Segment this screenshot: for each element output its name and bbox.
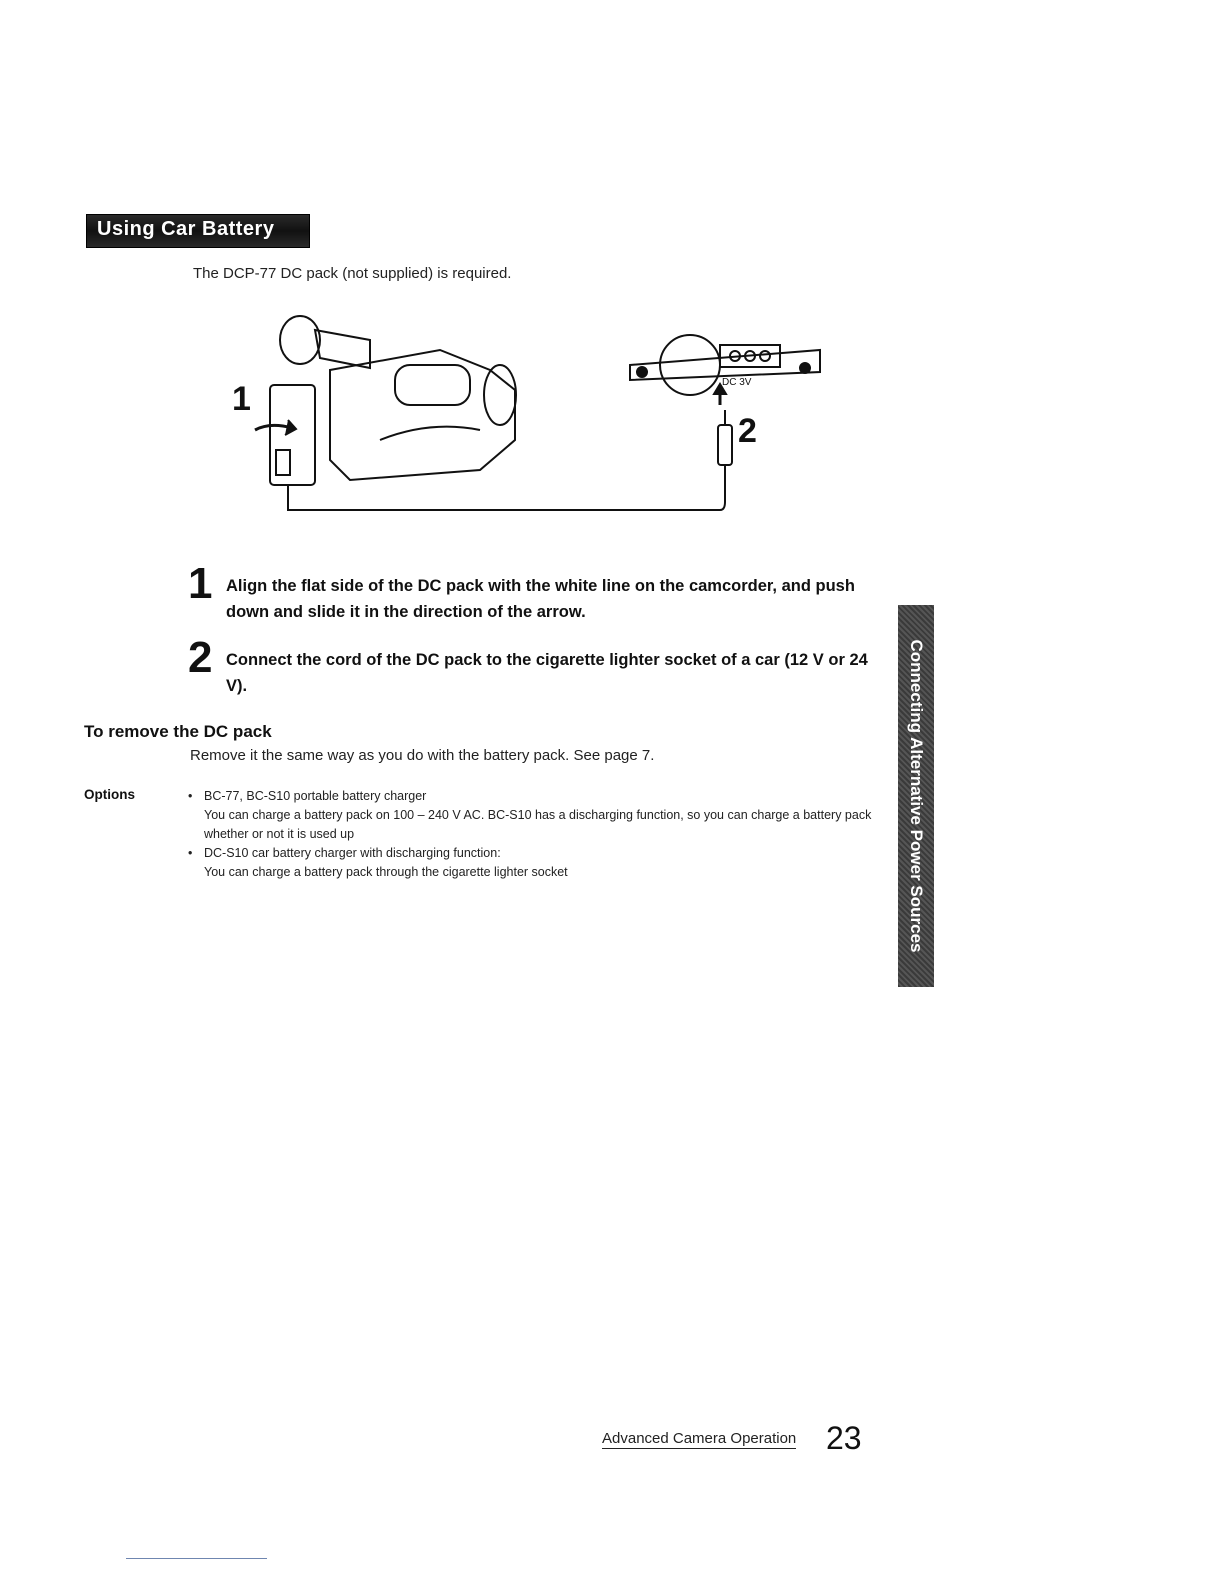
footer-section-label: Advanced Camera Operation [602,1430,797,1447]
step-number: 2 [188,633,213,682]
step-text: Align the flat side of the DC pack with the white line on the camcorder, and push down and slide it in the direction of the arrow. [226,577,855,621]
options-label: Options [84,787,135,802]
chapter-side-tab [898,605,934,987]
bottom-rule [126,1558,267,1559]
lens [484,365,516,425]
viewfinder-eyecup [280,316,320,364]
illustration-label-2: 2 [738,412,757,450]
option-detail: You can charge a battery pack through the cigarette lighter socket [204,865,568,879]
chapter-side-tab-label: Connecting Alternative Power Sources [907,639,926,953]
step-number: 1 [188,559,213,608]
remove-body: Remove it the same way as you do with the battery pack. See page 7. [190,747,655,764]
section-title: Using Car Battery [97,218,275,240]
socket-label: DC 3V [722,377,752,388]
options-list [188,787,878,882]
cigarette-plug [718,425,732,465]
remove-heading: To remove the DC pack [84,722,272,741]
option-title: BC-77, BC-S10 portable battery charger [204,789,427,803]
page-number: 23 [826,1420,862,1456]
intro-text: The DCP-77 DC pack (not supplied) is required. [193,265,512,282]
camcorder-car-illustration [230,310,830,525]
step-text: Connect the cord of the DC pack to the cigarette lighter socket of a car (12 V or 24 V). [226,651,868,695]
illustration-label-1: 1 [232,380,251,418]
option-title: DC-S10 car battery charger with discharging function: [204,846,501,860]
bullet-icon: • [188,789,193,803]
list-item [188,844,878,882]
list-item [188,787,878,844]
option-detail: You can charge a battery pack on 100 – 240 V AC. BC-S10 has a discharging function, so you can charge a battery pack whether or not it is used up [204,808,872,841]
car-dashboard [630,350,820,380]
section-title-tab [86,214,310,248]
bullet-icon: • [188,846,193,860]
power-cord [288,465,725,510]
